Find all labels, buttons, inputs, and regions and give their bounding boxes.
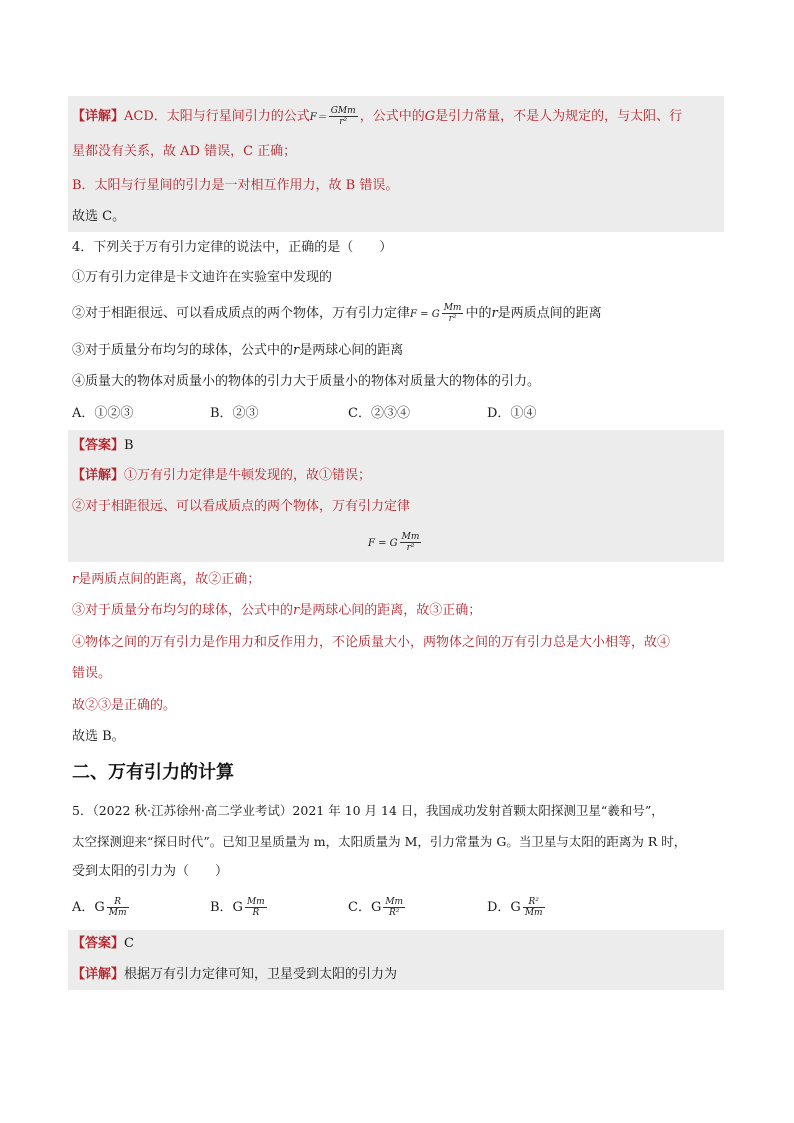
q4-explain-5: ④物体之间的万有引力是作用力和反作用力，不论质量大小，两物体之间的万有引力总是大小相等，故④ — [72, 635, 671, 650]
explain-tag: 【详解】 — [72, 109, 125, 124]
option-label: A．G — [72, 900, 105, 915]
q5-line-3: 受到太阳的引力为（ ） — [72, 864, 229, 879]
q4-option-d: D．①④ — [487, 406, 537, 421]
q4-option-a: A．①②③ — [72, 406, 134, 421]
text: 是两质点间的距离 — [497, 306, 602, 321]
q5-option-d — [487, 897, 547, 918]
explain-tag: 【详解】 — [72, 468, 125, 483]
denominator: Mm — [524, 908, 543, 918]
q5-line-1: 5．（2022 秋·江苏徐州·高二学业考试）2021 年 10 月 14 日，我国成功发射首颗太阳探测卫星“羲和号”， — [72, 803, 664, 818]
q4-statement-4: ④质量大的物体对质量小的物体的引力大于质量小的物体对质量大的物体的引力。 — [72, 374, 541, 389]
symbol-r: r — [491, 306, 498, 321]
option-fraction — [245, 897, 267, 918]
q5-option-a — [72, 897, 131, 918]
answer-value: C — [124, 936, 134, 951]
denominator: R² — [389, 908, 400, 918]
text: ②对于相距很远、可以看成质点的两个物体，万有引力定律 — [72, 306, 411, 321]
text: 中的 — [465, 306, 492, 321]
option-fraction — [383, 897, 405, 918]
q3-explain-line-1 — [72, 106, 682, 128]
q4-answer — [72, 436, 134, 456]
text: 根据万有引力定律可知，卫星受到太阳的引力为 — [124, 967, 398, 982]
denominator: r² — [339, 117, 348, 127]
q4-option-c: C．②③④ — [348, 406, 410, 421]
q4-explain-1 — [72, 466, 371, 486]
formula-fraction — [329, 106, 358, 127]
denominator: Mm — [108, 908, 127, 918]
option-fraction — [107, 897, 129, 918]
formula-lhs: F = G — [410, 309, 440, 320]
numerator: R² — [523, 897, 545, 908]
q4-explain-7: 故②③是正确的。 — [72, 698, 177, 713]
text: ③对于质量分布均匀的球体，公式中的 — [72, 343, 294, 358]
numerator: Mm — [385, 897, 404, 907]
formula-fraction — [442, 303, 464, 324]
q5-option-c — [348, 897, 407, 918]
section-title: 二、万有引力的计算 — [72, 762, 234, 783]
q4-statement-3 — [72, 341, 403, 361]
option-label: D．G — [487, 900, 521, 915]
q5-explain-1 — [72, 965, 397, 985]
text: ，公式中的 — [359, 109, 425, 124]
formula-lhs: F = G — [368, 538, 398, 549]
q5-option-b — [210, 897, 269, 918]
q4-explain-6: 错误。 — [72, 666, 112, 681]
q3-explain-line-4: 故选 C。 — [72, 209, 126, 224]
q4-explain-4 — [72, 601, 481, 621]
option-label: C．G — [348, 900, 382, 915]
q5-answer — [72, 934, 134, 954]
symbol-r: r — [72, 572, 79, 587]
q3-explain-line-3: B．太阳与行星间的引力是一对相互作用力，故 B 错误。 — [72, 178, 399, 193]
q4-explain-3 — [72, 570, 260, 590]
numerator: Mm — [443, 303, 462, 313]
q4-explain-8: 故选 B。 — [72, 729, 125, 744]
text: 是引力常量，不是人为规定的，与太阳、行 — [435, 109, 683, 124]
explain-tag: 【详解】 — [72, 967, 125, 982]
text: 是两球心间的距离，故③正确； — [299, 603, 482, 618]
option-label: B．G — [210, 900, 243, 915]
text: 是两球心间的距离 — [299, 343, 404, 358]
option-fraction — [523, 897, 545, 918]
text: ①万有引力定律是牛顿发现的，故①错误； — [124, 468, 372, 483]
answer-tag: 【答案】 — [72, 438, 125, 453]
q5-line-2: 太空探测迎来“探日时代”。已知卫星质量为 m，太阳质量为 M，引力常量为 G。当卫星与太阳的距离为 R 时， — [72, 834, 687, 849]
numerator: GMm — [330, 106, 356, 116]
answer-value: B — [124, 438, 134, 453]
symbol-g: G — [424, 109, 436, 124]
q4-option-b: B．②③ — [210, 406, 259, 421]
text: ③对于质量分布均匀的球体，公式中的 — [72, 603, 294, 618]
symbol-r: r — [293, 343, 300, 358]
q3-explain-line-2: 星都没有关系，故 AD 错误，C 正确； — [72, 144, 297, 159]
formula-lhs: F＝ — [309, 112, 327, 123]
denominator: r² — [406, 543, 415, 553]
answer-tag: 【答案】 — [72, 936, 125, 951]
q4-statement-2 — [72, 303, 602, 325]
text: 是两质点间的距离，故②正确； — [78, 572, 261, 587]
q4-explain-equation — [368, 532, 423, 554]
formula-fraction — [400, 532, 422, 553]
q4-stem: 4．下列关于万有引力定律的说法中，正确的是（ ） — [72, 240, 393, 255]
text: ACD．太阳与行星间引力的公式 — [124, 109, 310, 124]
q4-explain-2: ②对于相距很远、可以看成质点的两个物体，万有引力定律 — [72, 499, 411, 514]
numerator: Mm — [401, 532, 420, 542]
q4-statement-1: ①万有引力定律是卡文迪许在实验室中发现的 — [72, 270, 333, 285]
numerator: R — [107, 897, 129, 908]
denominator: R — [252, 908, 260, 918]
denominator: r² — [448, 314, 457, 324]
symbol-r: r — [293, 603, 300, 618]
numerator: Mm — [246, 897, 265, 907]
